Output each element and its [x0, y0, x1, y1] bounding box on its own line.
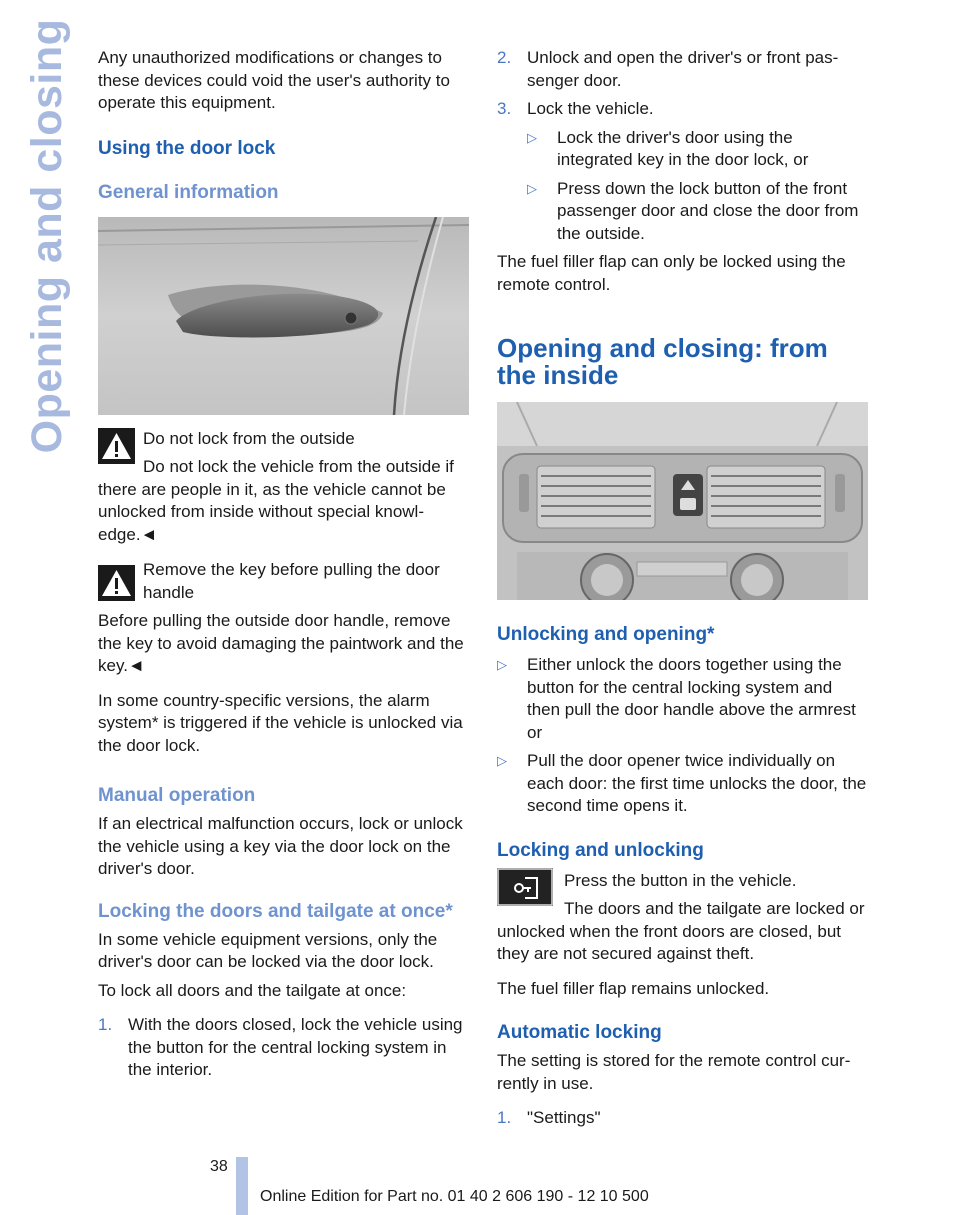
bullet-arrow-icon: ▷ [527, 180, 537, 196]
warning-body-lock-outside: Do not lock the vehicle from the outside if there are people in it, as the vehicle cannot be unlocked from inside without special knowl-edge.◄ [98, 457, 454, 544]
manual-operation-body: If an electrical malfunction occurs, lock or unlock the vehicle using a key via the door lock on the driver's door. [98, 814, 463, 878]
bullet-arrow-icon: ▷ [497, 657, 507, 672]
step-3-text: Lock the vehicle. [527, 99, 654, 118]
footer-accent-bar [236, 1157, 248, 1215]
fuel-flap-note: The fuel filler flap can only be locked using the remote control. [497, 252, 846, 294]
step-3-number: 3. [497, 99, 512, 118]
warning-title-remove-key: Remove the key before pulling the door handle [143, 560, 440, 602]
central-lock-key-icon [497, 868, 553, 906]
page-number: 38 [210, 1158, 228, 1175]
heading-unlocking-opening: Unlocking and opening* [497, 624, 715, 645]
automatic-locking-body: The setting is stored for the remote control cur-rently in use. [497, 1051, 851, 1093]
left-column [98, 44, 469, 1082]
step-1-number: 1. [98, 1015, 113, 1034]
heading-locking-doors-tailgate: Locking the doors and tailgate at once* [98, 900, 453, 922]
warning-triangle-icon [98, 565, 135, 601]
auto-step-1-number: 1. [497, 1108, 512, 1127]
press-button-text: Press the button in the vehicle. [564, 870, 797, 890]
right-column [497, 44, 869, 1130]
step-1 [98, 1014, 469, 1082]
bullet-arrow-icon: ▷ [527, 129, 537, 145]
step-3-sub-2-text: Press down the lock button of the front passenger door and close the door from the outside. [557, 178, 859, 243]
unlocking-bullet-1-text: Either unlock the doors together using the button for the central locking system and then pull the door handle above the armrest or [527, 655, 856, 742]
step-3-sub-2 [497, 178, 869, 246]
step-2-number: 2. [497, 48, 512, 67]
warning-lock-outside [98, 428, 469, 547]
unlocking-bullet-2-text: Pull the door opener twice individually on each door: the first time unlocks the door, the second time opens it. [527, 751, 867, 815]
fuel-flap-unlocked: The fuel filler flap remains unlocked. [497, 978, 770, 998]
chapter-side-title: Opening and closing [23, 18, 71, 454]
locking-once-lead: To lock all doors and the tailgate at once: [98, 980, 407, 1000]
heading-opening-closing-inside: Opening and closing: from the inside [497, 333, 828, 390]
warning-remove-key [98, 559, 469, 678]
bullet-arrow-icon: ▷ [497, 753, 507, 768]
center-console-illustration [497, 402, 868, 600]
intro-paragraph: Any unauthorized modifications or changes to these devices could void the user's authority to operate this equipment. [98, 48, 450, 112]
door-handle-image [98, 217, 469, 415]
heading-general-information: General information [98, 181, 279, 203]
center-console-image [497, 402, 868, 600]
auto-step-1 [497, 1107, 869, 1130]
step-3-sub-1-text: Lock the driver's door using the integrated key in the door lock, or [557, 127, 809, 169]
step-2 [497, 47, 869, 92]
heading-manual-operation: Manual operation [98, 785, 256, 806]
warning-body-remove-key: Before pulling the outside door handle, remove the key to avoid damaging the paintwork and the key.◄ [98, 611, 464, 675]
heading-automatic-locking: Automatic locking [497, 1022, 662, 1043]
locking-once-body: In some vehicle equipment versions, only the driver's door can be locked via the door lock. [98, 929, 438, 971]
step-3 [497, 98, 869, 121]
unlocking-bullet-1 [497, 654, 869, 744]
step-2-text: Unlock and open the driver's or front pas-senger door. [527, 48, 839, 90]
heading-locking-unlocking: Locking and unlocking [497, 839, 704, 861]
door-handle-illustration [98, 217, 469, 415]
alarm-note: In some country-specific versions, the alarm system* is triggered if the vehicle is unlocked via the door lock. [98, 690, 463, 755]
unlocking-bullet-2 [497, 750, 869, 818]
heading-using-door-lock: Using the door lock [98, 137, 276, 159]
auto-step-1-text: "Settings" [527, 1108, 601, 1127]
locking-body: The doors and the tailgate are locked or unlocked when the front doors are closed, but they are not secured against theft. [497, 899, 865, 963]
step-1-text: With the doors closed, lock the vehicle using the button for the central locking system in the interior. [128, 1015, 463, 1079]
footer-edition-text: Online Edition for Part no. 01 40 2 606 190 - 12 10 500 [260, 1188, 649, 1205]
lock-button-block [497, 870, 869, 966]
warning-title-lock-outside: Do not lock from the outside [143, 428, 355, 448]
step-3-sub-1 [497, 127, 869, 172]
warning-triangle-icon [98, 428, 135, 464]
